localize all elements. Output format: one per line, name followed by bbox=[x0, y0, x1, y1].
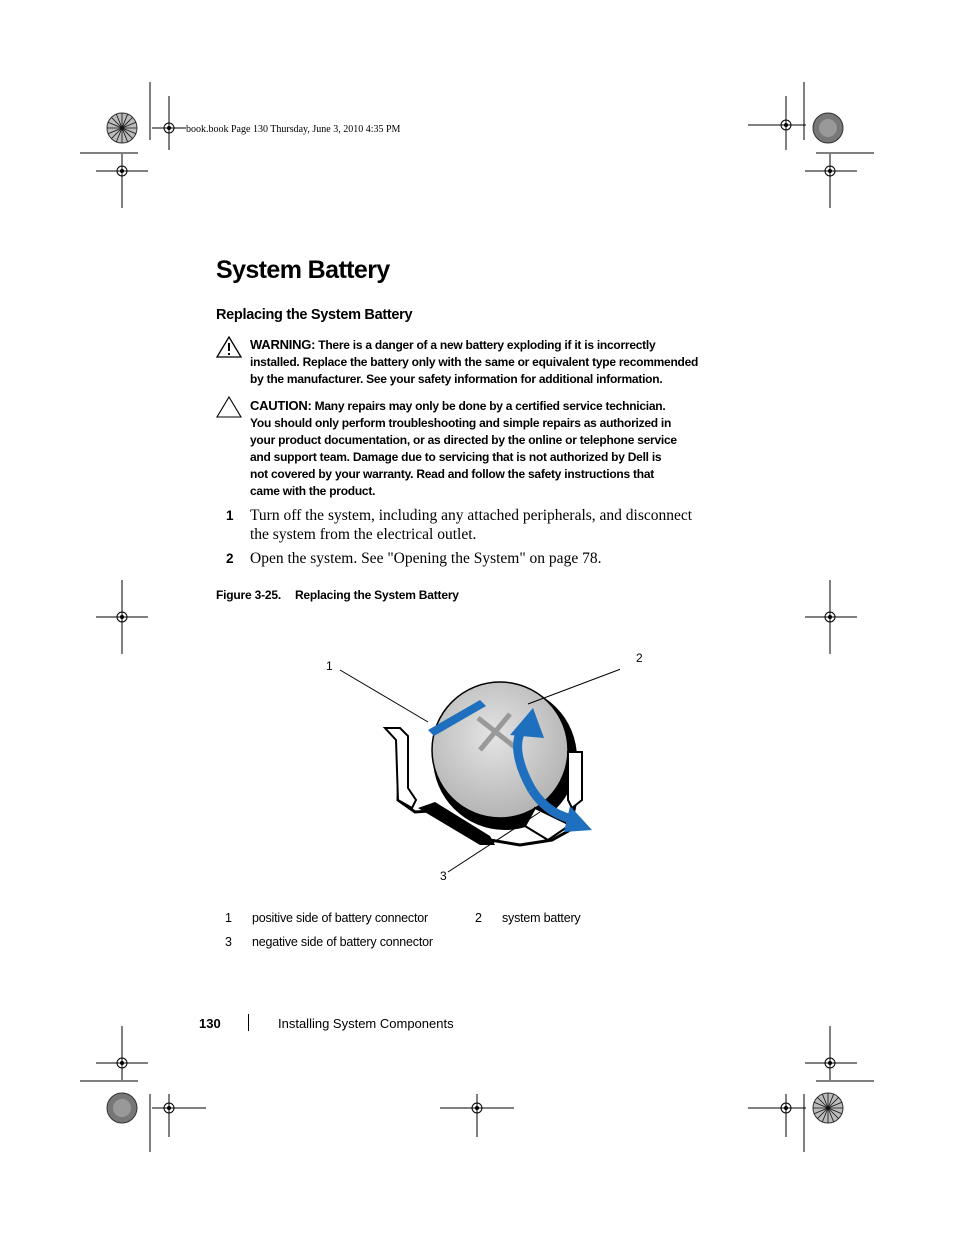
caution-line: You should only perform troubleshooting and simple repairs as authorized in bbox=[250, 416, 672, 430]
page-title: System Battery bbox=[216, 256, 390, 284]
step-line: the system from the electrical outlet. bbox=[250, 526, 477, 543]
leader-line-1 bbox=[340, 670, 428, 722]
warning-line: There is a danger of a new battery exploding if it is incorrectly bbox=[318, 338, 656, 352]
print-header-meta: book.book Page 130 Thursday, June 3, 2010 4:35 PM bbox=[186, 124, 401, 135]
arrow-head-down-icon bbox=[564, 806, 592, 832]
step-number: 2 bbox=[226, 551, 234, 566]
legend-label: negative side of battery connector bbox=[252, 935, 433, 949]
warning-line: by the manufacturer. See your safety information for additional information. bbox=[250, 372, 663, 386]
legend-num: 3 bbox=[225, 935, 232, 949]
caution-icon bbox=[216, 396, 242, 418]
caution-label: CAUTION: bbox=[250, 398, 312, 413]
warning-icon bbox=[216, 336, 242, 358]
warning-notice bbox=[250, 336, 720, 388]
caution-line: your product documentation, or as directed by the online or telephone service bbox=[250, 433, 677, 447]
caution-line: not covered by your warranty. Read and follow the safety instructions that bbox=[250, 467, 655, 481]
negative-clip bbox=[568, 752, 582, 808]
system-battery bbox=[432, 682, 568, 818]
positive-clip bbox=[385, 728, 416, 808]
caution-line: came with the product. bbox=[250, 484, 376, 498]
callout-3: 3 bbox=[440, 869, 447, 883]
legend-label: system battery bbox=[502, 911, 581, 925]
figure-number: Figure 3-25. bbox=[216, 588, 281, 602]
step-text bbox=[250, 549, 720, 568]
warning-line: installed. Replace the battery only with the same or equivalent type recommended bbox=[250, 355, 699, 369]
callout-2: 2 bbox=[636, 651, 643, 665]
step-line: Turn off the system, including any attached peripherals, and disconnect bbox=[250, 507, 693, 524]
battery-illustration bbox=[300, 640, 620, 890]
step-text bbox=[250, 506, 720, 544]
section-title: Replacing the System Battery bbox=[216, 307, 413, 323]
footer-separator bbox=[248, 1014, 249, 1031]
caution-line: and support team. Damage due to servicing that is not authorized by Dell is bbox=[250, 450, 662, 464]
step-line: Open the system. See "Opening the System" on page 78. bbox=[250, 550, 602, 567]
figure-caption bbox=[216, 588, 459, 602]
legend-label: positive side of battery connector bbox=[252, 911, 428, 925]
step-number: 1 bbox=[226, 508, 234, 523]
warning-label: WARNING: bbox=[250, 337, 316, 352]
page-number: 130 bbox=[199, 1016, 221, 1031]
legend-num: 1 bbox=[225, 911, 232, 925]
footer-section-title: Installing System Components bbox=[278, 1016, 454, 1031]
figure-title: Replacing the System Battery bbox=[294, 588, 459, 602]
caution-line: Many repairs may only be done by a certified service technician. bbox=[314, 399, 666, 413]
caution-notice bbox=[250, 397, 720, 500]
callout-1: 1 bbox=[326, 659, 333, 673]
legend-num: 2 bbox=[475, 911, 482, 925]
